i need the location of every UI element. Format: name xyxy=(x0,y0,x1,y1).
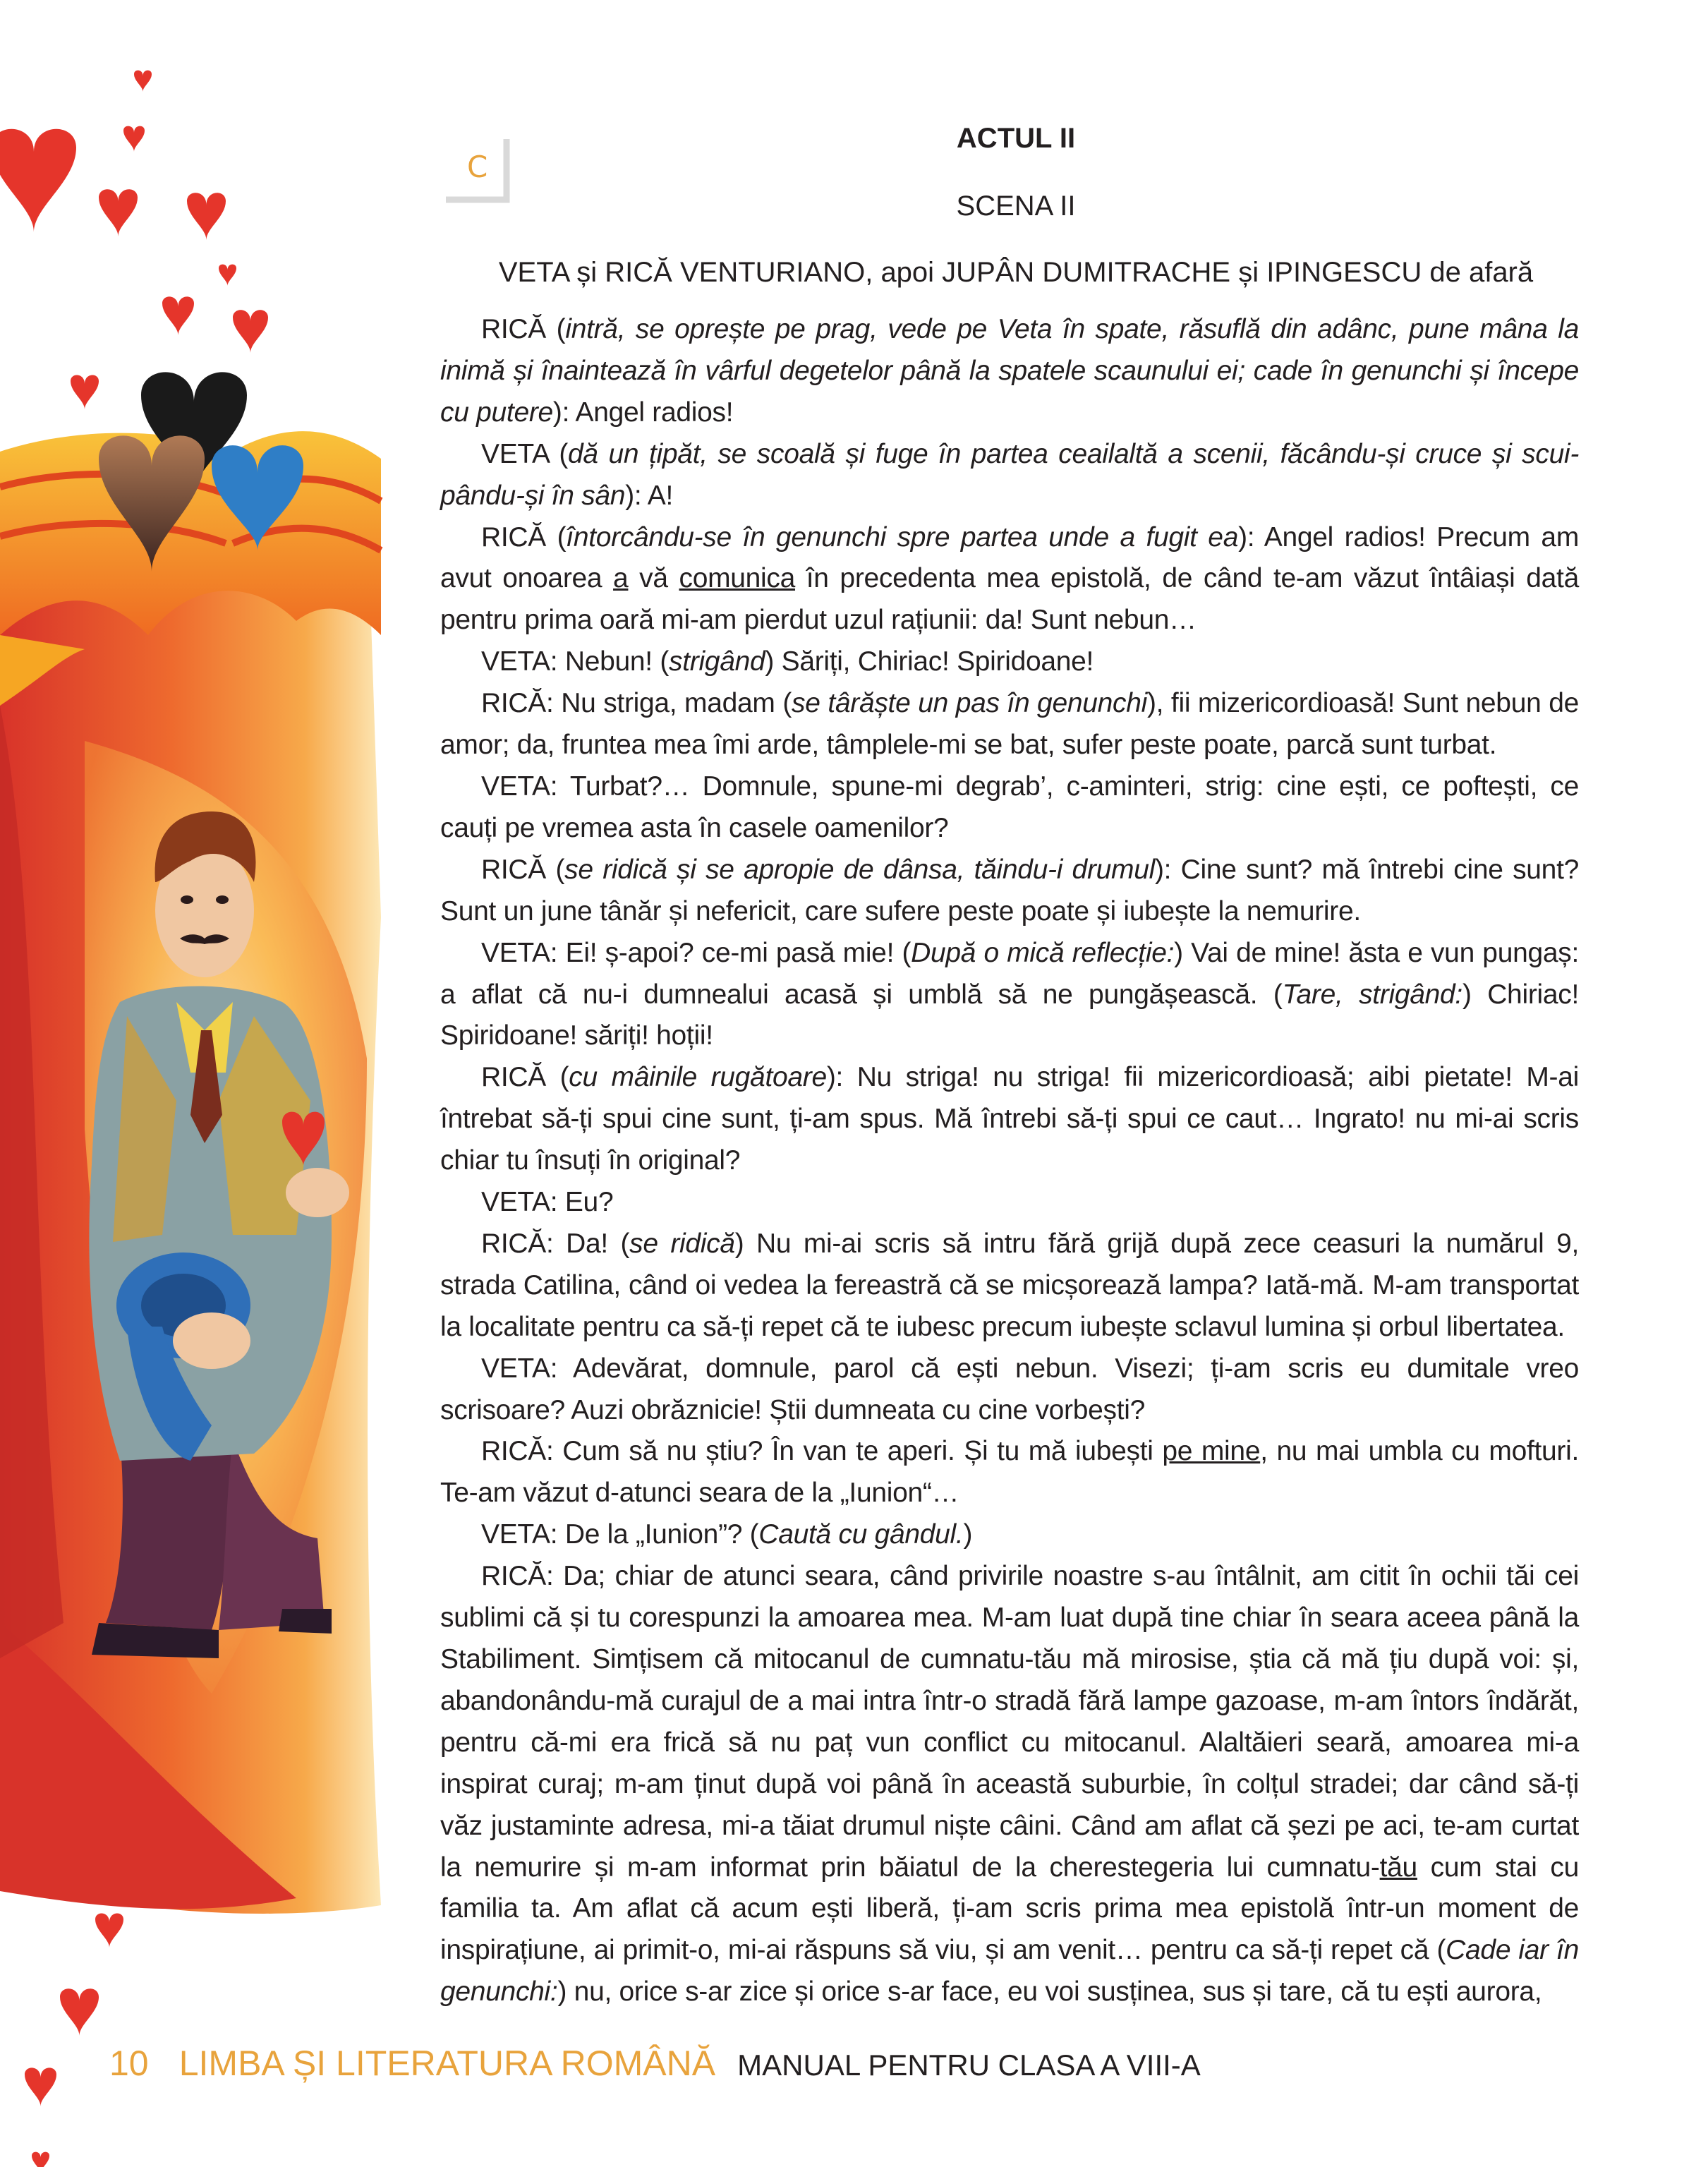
manual-title: MANUAL PENTRU CLASA A VIII-A xyxy=(737,2048,1201,2082)
dialogue-paragraph: RICĂ (se ridică și se apropie de dânsa, tăindu-i drumul): Cine sunt? mă întrebi cine sunt? Sunt un june tânăr și nefericit, care sufere peste poate și iubește la nemurire. xyxy=(440,854,1579,926)
play-text xyxy=(440,309,1579,2013)
dialogue-paragraph: RICĂ: Nu striga, madam (se târăște un pas în genunchi), fii mizericordioasă! Sunt nebun de amor; da, fruntea mea îmi arde, tâmplele-mi se bat, sufer peste poate, parcă sunt turbat. xyxy=(440,688,1579,761)
corner-letter: C xyxy=(467,150,488,184)
characters-line: VETA și RICĂ VENTURIANO, apoi JUPÂN DUMITRACHE și IPINGESCU de afară xyxy=(498,257,1534,288)
scene-heading: SCENA II xyxy=(956,191,1076,222)
dialogue-paragraph: VETA (dă un țipăt, se scoală și fuge în partea ceailaltă a scenii, făcându-și cruce și scui-pându-și în sân): A! xyxy=(440,438,1580,511)
dialogue-paragraph: RICĂ: Da; chiar de atunci seara, când privirile noastre s-au întâlnit, am citit în ochii tăi cei sublimi că și tu corespunzi la amoarea mea. M-am luat după tine chiar în seara aceea până la Stabiliment. Simțisem că mitocanul de cumnatu-tău mă mirosise, știa că mă țiu după voi: și, abandonându-mă curajul de a mai intra într-o stradă fără lampe gazoase, m-am întors îndărăt, pentru că-mi era frică să nu paț vun conflict cu mitocanul. Alaltăieri seară, amoarea mi-a inspirat curaj; m-am ținut după voi până în această suburbie, în colțul stradei; dar când să-ți văz justaminte adresa, mi-a tăiat drumul niște câini. Când am aflat că șezi pe aci, te-am curtat la nemurire și m-am informat prin băiatul de la cherestegeria lui cumnatu-tău cum stai cu familia ta. Am aflat că acum ești liberă, ți-am scris prima mea epistolă într-un moment de inspirațiune, ai primit-o, mi-ai răspuns să viu, și am venit… pentru ca să-ți repet că (Cade iar în genunchi:) nu, orice s-ar zice și orice s-ar face, eu voi susținea, sus și tare, că tu ești aurora, xyxy=(440,1561,1580,2008)
dialogue-paragraph: RICĂ: Cum să nu știu? În van te aperi. Și tu mă iubești pe mine, nu mai umbla cu mofturi. Te-am văzut d-atunci seara de la „Iunion“… xyxy=(440,1436,1580,1509)
dialogue-paragraph: VETA: De la „Iunion”? (Caută cu gândul.) xyxy=(481,1519,973,1550)
theater-illustration xyxy=(0,0,395,2167)
dialogue-paragraph: VETA: Turbat?… Domnule, spune-mi degrab’, c-aminteri, strig: cine ești, ce poftești, ce cauți pe vremea asta în casele oamenilor? xyxy=(440,771,1579,843)
act-heading: ACTUL II xyxy=(956,123,1076,154)
dialogue-paragraph: RICĂ (cu mâinile rugătoare): Nu striga! nu striga! fii mizericordioasă; aibi pietate! M-ai întrebat să-ți spui cine sunt, ți-am spus. Mă întrebi să-ți spui ce caut… Ingrato! nu mi-ai scris chiar tu însuți în original? xyxy=(440,1062,1579,1176)
dialogue-paragraph: VETA: Adevărat, domnule, parol că ești nebun. Visezi; ți-am scris eu dumitale vreo scrisoare? Auzi obrăznicie! Știi dumneata cu cine vorbești? xyxy=(440,1353,1579,1425)
page-number: 10 xyxy=(109,2044,149,2083)
dialogue-paragraph: RICĂ (întorcându-se în genunchi spre partea unde a fugit ea): Angel radios! Precum am avut onoarea a vă comunica în precedenta mea epistolă, de când te-am văzut întâiași dată pentru prima oară mi-am pierdut uzul rațiunii: da! Sunt nebun… xyxy=(440,521,1580,636)
dialogue-paragraph: VETA: Ei! ș-apoi? ce-mi pasă mie! (După o mică reflecție:) Vai de mine! ăsta e vun pungaș: a aflat că nu-i dumnealui acasă și umblă să ne pungășească. (Tare, strigând:) Chiriac! Spiridoane! săriți! hoții! xyxy=(440,937,1579,1051)
dialogue-paragraph: RICĂ: Da! (se ridică) Nu mi-ai scris să intru fără grijă după zece ceasuri la numărul 9, strada Catilina, când oi vedea la fereastră că se micșorează lampa? Iată-mă. M-am transportat la localitate pentru ca să-ți repet că te iubesc precum iubește sclavul lumina și orbul libertatea. xyxy=(440,1228,1579,1342)
dialogue-paragraph: RICĂ (intră, se oprește pe prag, vede pe Veta în spate, răsuflă din adânc, pune mâna la inimă și înaintează în vârful degetelor până la spatele scaunului ei; cade în genunchi și începe cu putere): Angel radios! xyxy=(440,314,1579,428)
subject-title: LIMBA ȘI LITERATURA ROMÂNĂ xyxy=(178,2044,716,2083)
dialogue-paragraph: VETA: Eu? xyxy=(481,1187,614,1218)
page-footer xyxy=(109,2043,1201,2084)
dialogue-paragraph: VETA: Nebun! (strigând) Săriți, Chiriac! Spiridoane! xyxy=(481,646,1094,677)
